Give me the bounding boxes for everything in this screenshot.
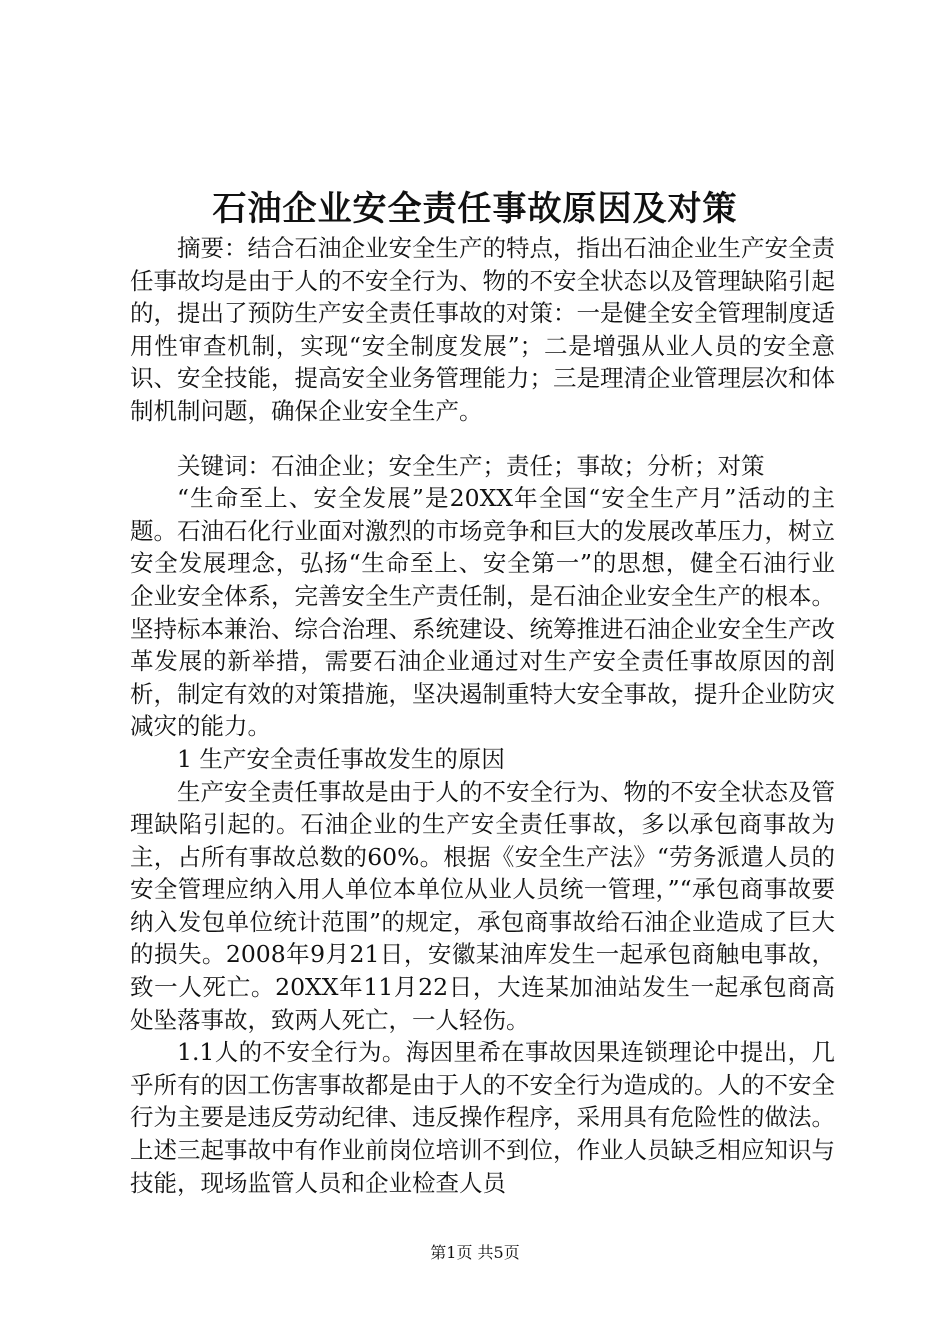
section-paragraph: 生产安全责任事故是由于人的不安全行为、物的不安全状态及管理缺陷引起的。石油企业的生产安全责任事故，多以承包商事故为主，占所有事故总数的60%。根据《安全生产法》“劳务派遣人员的安全管理应纳入用人单位本单位从业人员统一管理，”“承包商事故要纳入发包单位统计范围”的规定，承包商事故给石油企业造成了巨大的损失。2008年9月21日，安徽某油库发生一起承包商触电事故，致一人死亡。20XX年11月22日，大连某加油站发生一起承包商高处坠落事故，致两人死亡，一人轻伤。 — [130, 777, 835, 1034]
abstract-paragraph: 摘要：结合石油企业安全生产的特点，指出石油企业生产安全责任事故均是由于人的不安全行为、物的不安全状态以及管理缺陷引起的，提出了预防生产安全责任事故的对策：一是健全安全管理制度适用性审查机制，实现“安全制度发展”；二是增强从业人员的安全意识、安全技能，提高安全业务管理能力；三是理清企业管理层次和体制机制问题，确保企业安全生产。 — [130, 234, 835, 425]
intro-paragraph: “生命至上、安全发展”是20XX年全国“安全生产月”活动的主题。石油石化行业面对激烈的市场竞争和巨大的发展改革压力，树立安全发展理念，弘扬“生命至上、安全第一”的思想，健全石油行业企业安全体系，完善安全生产责任制，是石油企业安全生产的根本。坚持标本兼治、综合治理、系统建设、统筹推进石油企业安全生产改革发展的新举措，需要石油企业通过对生产安全责任事故原因的剖析，制定有效的对策措施，坚决遏制重特大安全事故，提升企业防灾减灾的能力。 — [130, 484, 835, 741]
document-title: 石油企业安全责任事故原因及对策 — [212, 189, 738, 229]
section-heading: 1 生产安全责任事故发生的原因 — [177, 744, 505, 773]
page-footer: 第1页 共5页 — [430, 1243, 520, 1262]
keywords-paragraph: 关键词：石油企业；安全生产；责任；事故；分析；对策 — [177, 451, 765, 480]
document-body — [130, 232, 835, 1199]
subsection-paragraph: 1.1人的不安全行为。海因里希在事故因果连锁理论中提出，几乎所有的因工伤害事故都是由于人的不安全行为造成的。人的不安全行为主要是违反劳动纪律、违反操作程序，采用具有危险性的做法。上述三起事故中有作业前岗位培训不到位，作业人员缺乏相应知识与技能，现场监管人员和企业检查人员 — [130, 1038, 835, 1197]
